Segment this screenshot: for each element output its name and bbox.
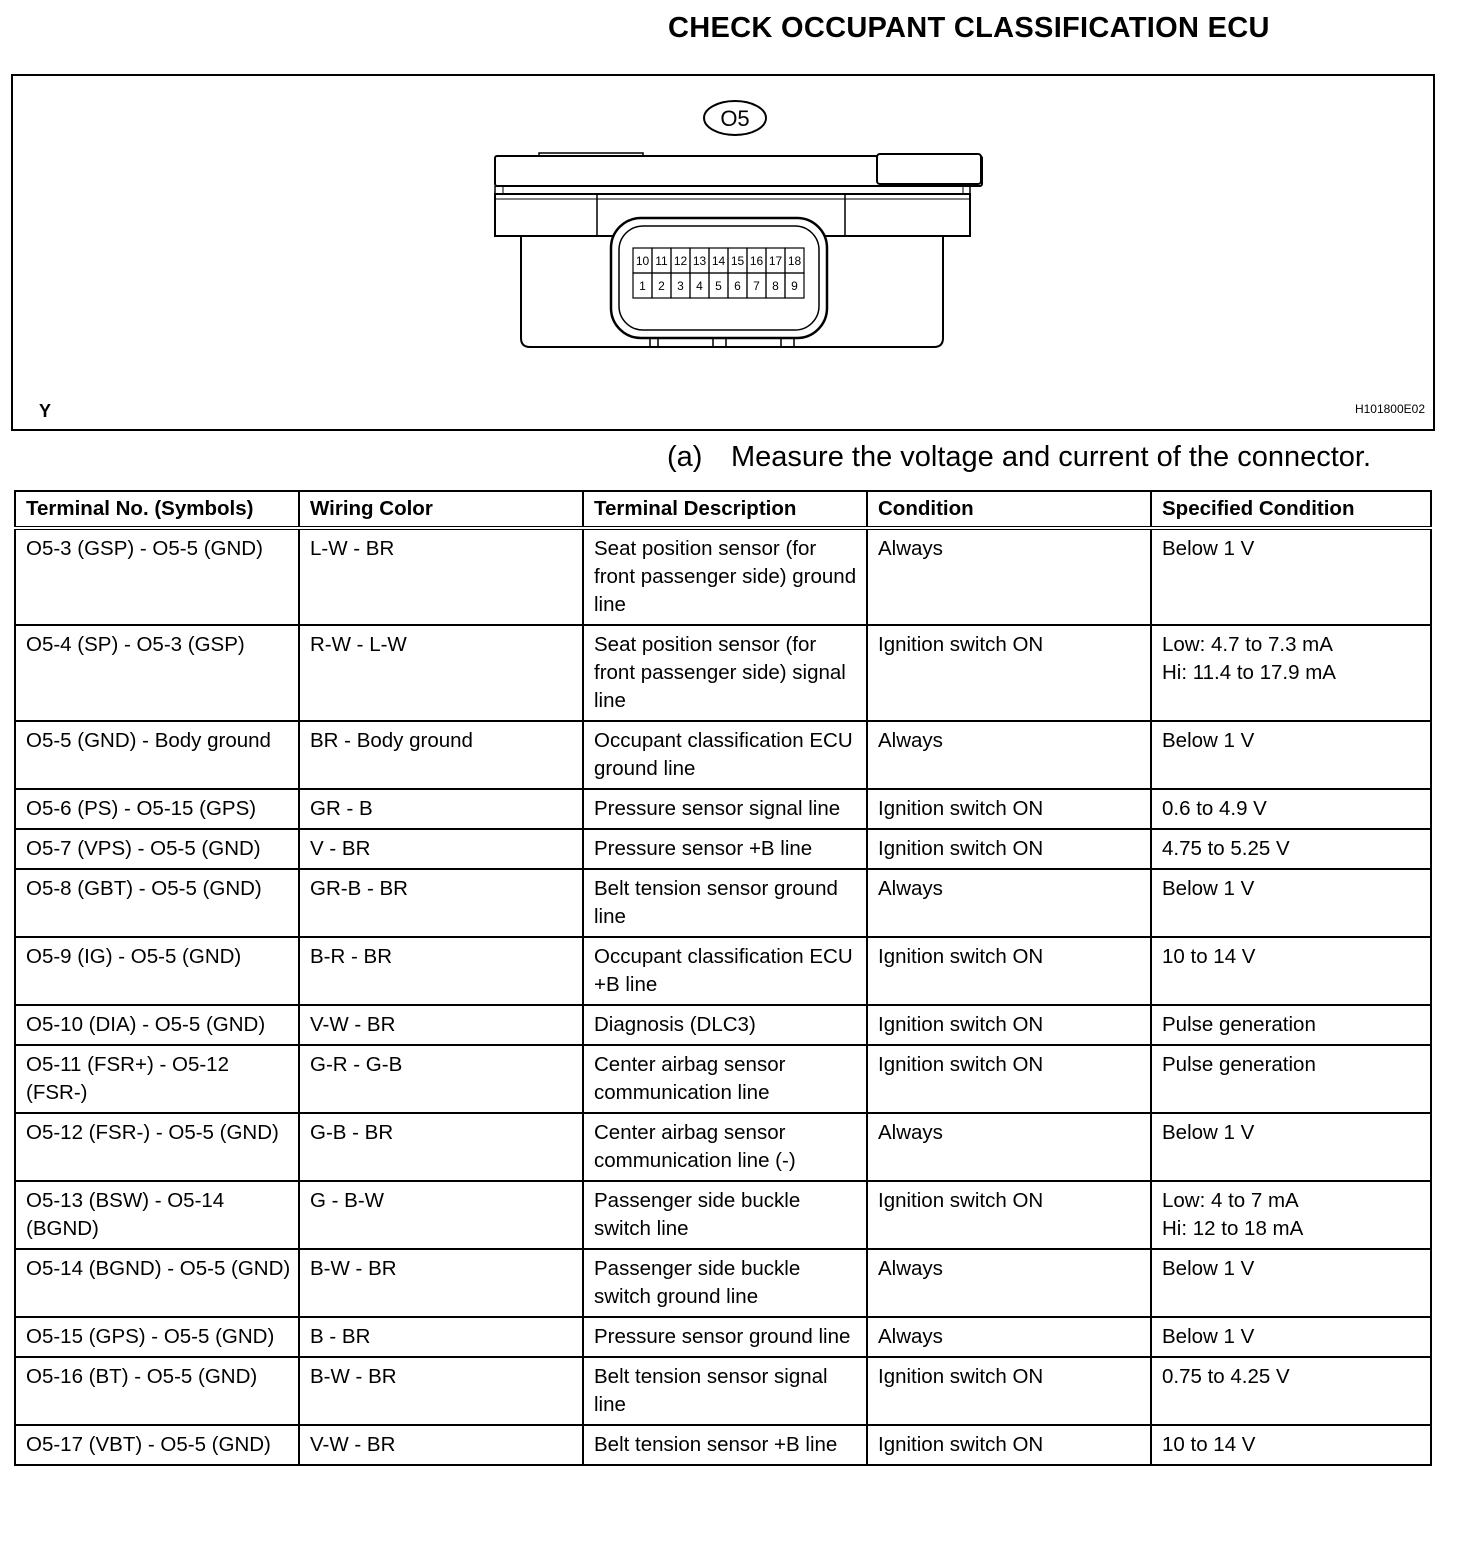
connector-diagram	[13, 76, 1433, 429]
description-cell: Belt tension sensor signal line	[583, 1357, 867, 1425]
table-row	[15, 1249, 1431, 1317]
table-row	[15, 869, 1431, 937]
connector-figure	[11, 74, 1435, 431]
pin-number: 11	[655, 254, 668, 268]
pin-number: 14	[711, 254, 726, 268]
wiring-color-cell: G-B - BR	[299, 1113, 583, 1181]
description-cell: Pressure sensor +B line	[583, 829, 867, 869]
instruction-step: (a)	[667, 441, 703, 473]
wiring-color-cell: G-R - G-B	[299, 1045, 583, 1113]
specified-condition-cell: 10 to 14 V	[1151, 937, 1431, 1005]
pin-number: 5	[715, 279, 722, 293]
instruction-text: Measure the voltage and current of the connector.	[731, 441, 1372, 473]
wiring-color-cell: G - B-W	[299, 1181, 583, 1249]
table-row	[15, 829, 1431, 869]
terminal-cell: O5-9 (IG) - O5-5 (GND)	[15, 937, 299, 1005]
figure-corner-label: Y	[39, 401, 52, 421]
terminal-cell: O5-3 (GSP) - O5-5 (GND)	[15, 528, 299, 625]
description-cell: Passenger side buckle switch ground line	[583, 1249, 867, 1317]
pin-grid	[633, 248, 804, 298]
condition-cell: Ignition switch ON	[867, 1045, 1151, 1113]
table-row	[15, 1005, 1431, 1045]
specified-condition-cell: Below 1 V	[1151, 869, 1431, 937]
table-header-row	[15, 491, 1431, 528]
table-row	[15, 1425, 1431, 1465]
wiring-color-cell: R-W - L-W	[299, 625, 583, 721]
condition-cell: Always	[867, 869, 1151, 937]
terminal-cell: O5-8 (GBT) - O5-5 (GND)	[15, 869, 299, 937]
condition-cell: Always	[867, 1317, 1151, 1357]
condition-cell: Ignition switch ON	[867, 1005, 1151, 1045]
description-cell: Belt tension sensor +B line	[583, 1425, 867, 1465]
specified-condition-cell: Below 1 V	[1151, 1317, 1431, 1357]
specified-condition-cell: Below 1 V	[1151, 721, 1431, 789]
terminal-cell: O5-6 (PS) - O5-15 (GPS)	[15, 789, 299, 829]
pin-number: 7	[753, 279, 760, 293]
condition-cell: Ignition switch ON	[867, 1425, 1151, 1465]
header-wiring-color: Wiring Color	[299, 491, 583, 528]
terminal-cell: O5-7 (VPS) - O5-5 (GND)	[15, 829, 299, 869]
description-cell: Diagnosis (DLC3)	[583, 1005, 867, 1045]
specified-condition-cell: Pulse generation	[1151, 1005, 1431, 1045]
wiring-color-cell: V-W - BR	[299, 1005, 583, 1045]
specified-condition-cell: Pulse generation	[1151, 1045, 1431, 1113]
wiring-color-cell: B-R - BR	[299, 937, 583, 1005]
specified-condition-cell: 0.6 to 4.9 V	[1151, 789, 1431, 829]
wiring-color-cell: GR-B - BR	[299, 869, 583, 937]
terminal-cell: O5-17 (VBT) - O5-5 (GND)	[15, 1425, 299, 1465]
table-row	[15, 528, 1431, 625]
wiring-color-cell: GR - B	[299, 789, 583, 829]
wiring-color-cell: B-W - BR	[299, 1357, 583, 1425]
specified-condition-cell: Low: 4 to 7 mA Hi: 12 to 18 mA	[1151, 1181, 1431, 1249]
specified-condition-cell: Below 1 V	[1151, 1249, 1431, 1317]
header-condition: Condition	[867, 491, 1151, 528]
condition-cell: Ignition switch ON	[867, 829, 1151, 869]
table-row	[15, 1181, 1431, 1249]
description-cell: Passenger side buckle switch line	[583, 1181, 867, 1249]
wiring-color-cell: B - BR	[299, 1317, 583, 1357]
pin-number: 1	[639, 279, 646, 293]
pin-number: 4	[696, 279, 703, 293]
description-cell: Center airbag sensor communication line (-)	[583, 1113, 867, 1181]
description-cell: Belt tension sensor ground line	[583, 869, 867, 937]
table-row	[15, 1357, 1431, 1425]
specified-condition-cell: 10 to 14 V	[1151, 1425, 1431, 1465]
condition-cell: Always	[867, 528, 1151, 625]
terminal-cell: O5-13 (BSW) - O5-14 (BGND)	[15, 1181, 299, 1249]
terminal-table	[14, 490, 1432, 1466]
pin-number: 16	[749, 254, 764, 268]
pin-number: 18	[787, 254, 802, 268]
condition-cell: Ignition switch ON	[867, 1181, 1151, 1249]
table-row	[15, 1045, 1431, 1113]
specified-condition-cell: Below 1 V	[1151, 528, 1431, 625]
table-row	[15, 1113, 1431, 1181]
connector-label: O5	[720, 106, 750, 131]
wiring-color-cell: V - BR	[299, 829, 583, 869]
pin-number: 17	[768, 254, 783, 268]
pin-number: 12	[673, 254, 688, 268]
table-row	[15, 1317, 1431, 1357]
terminal-cell: O5-16 (BT) - O5-5 (GND)	[15, 1357, 299, 1425]
wiring-color-cell: B-W - BR	[299, 1249, 583, 1317]
figure-code: H101800E02	[1354, 402, 1425, 416]
terminal-cell: O5-14 (BGND) - O5-5 (GND)	[15, 1249, 299, 1317]
specified-condition-cell: 4.75 to 5.25 V	[1151, 829, 1431, 869]
description-cell: Center airbag sensor communication line	[583, 1045, 867, 1113]
description-cell: Pressure sensor signal line	[583, 789, 867, 829]
wiring-color-cell: BR - Body ground	[299, 721, 583, 789]
pin-number: 9	[791, 279, 798, 293]
pin-number: 6	[734, 279, 741, 293]
terminal-cell: O5-15 (GPS) - O5-5 (GND)	[15, 1317, 299, 1357]
header-terminal: Terminal No. (Symbols)	[15, 491, 299, 528]
condition-cell: Always	[867, 1249, 1151, 1317]
specified-condition-cell: Below 1 V	[1151, 1113, 1431, 1181]
description-cell: Seat position sensor (for front passenger side) ground line	[583, 528, 867, 625]
terminal-cell: O5-4 (SP) - O5-3 (GSP)	[15, 625, 299, 721]
pin-number: 2	[658, 279, 665, 293]
condition-cell: Ignition switch ON	[867, 1357, 1151, 1425]
table-row	[15, 937, 1431, 1005]
pin-number: 13	[692, 254, 707, 268]
terminal-cell: O5-5 (GND) - Body ground	[15, 721, 299, 789]
table-row	[15, 721, 1431, 789]
terminal-cell: O5-11 (FSR+) - O5-12 (FSR-)	[15, 1045, 299, 1113]
specified-condition-cell: Low: 4.7 to 7.3 mA Hi: 11.4 to 17.9 mA	[1151, 625, 1431, 721]
table-row	[15, 625, 1431, 721]
table-row	[15, 789, 1431, 829]
condition-cell: Ignition switch ON	[867, 789, 1151, 829]
description-cell: Occupant classification ECU ground line	[583, 721, 867, 789]
terminal-cell: O5-12 (FSR-) - O5-5 (GND)	[15, 1113, 299, 1181]
condition-cell: Ignition switch ON	[867, 937, 1151, 1005]
description-cell: Seat position sensor (for front passenger side) signal line	[583, 625, 867, 721]
header-specified-condition: Specified Condition	[1151, 491, 1431, 528]
condition-cell: Always	[867, 1113, 1151, 1181]
pin-number: 10	[635, 254, 650, 268]
condition-cell: Ignition switch ON	[867, 625, 1151, 721]
pin-number: 8	[772, 279, 779, 293]
pin-number: 3	[677, 279, 684, 293]
description-cell: Occupant classification ECU +B line	[583, 937, 867, 1005]
header-terminal-description: Terminal Description	[583, 491, 867, 528]
specified-condition-cell: 0.75 to 4.25 V	[1151, 1357, 1431, 1425]
wiring-color-cell: V-W - BR	[299, 1425, 583, 1465]
page-title: CHECK OCCUPANT CLASSIFICATION ECU	[668, 12, 1270, 44]
wiring-color-cell: L-W - BR	[299, 528, 583, 625]
condition-cell: Always	[867, 721, 1151, 789]
terminal-cell: O5-10 (DIA) - O5-5 (GND)	[15, 1005, 299, 1045]
pin-number: 15	[730, 254, 745, 268]
description-cell: Pressure sensor ground line	[583, 1317, 867, 1357]
